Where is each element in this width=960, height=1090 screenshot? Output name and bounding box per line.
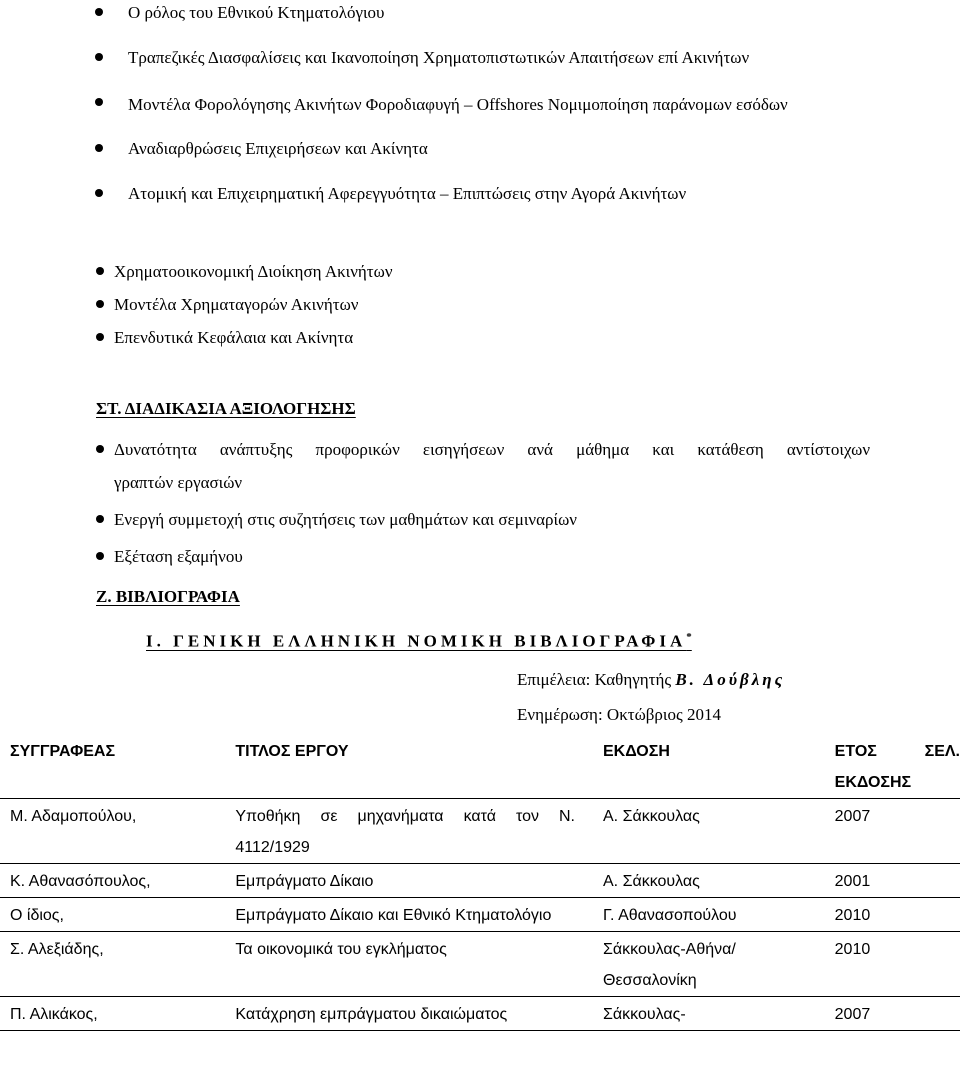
cell-year: 2007	[827, 997, 913, 1031]
assessment-item-line: γραπτών εργασιών	[114, 473, 243, 492]
assessment-item	[114, 433, 870, 499]
assessment-item-line: Δυνατότητα ανάπτυξης προφορικών εισηγήσεων ανά μάθημα και κατάθεση αντίστοιχων	[114, 440, 870, 459]
table-row	[0, 864, 960, 898]
cell-year: 2010	[827, 898, 913, 932]
topic-item: Αναδιαρθρώσεις Επιχειρήσεων και Ακίνητα	[128, 136, 918, 161]
editor-line	[517, 670, 785, 690]
editor-name: Β. Δούβλης	[675, 670, 786, 689]
cell-publisher: Γ. Αθανασοπούλου	[593, 898, 827, 932]
cell-publisher: Σάκκουλας-	[593, 997, 827, 1031]
topic-item: Μοντέλα Χρηματαγορών Ακινήτων	[114, 292, 904, 317]
topic-item: Χρηματοοικονομική Διοίκηση Ακινήτων	[114, 259, 904, 284]
footnote-mark: *	[686, 631, 692, 643]
cell-pages	[913, 898, 960, 932]
cell-publisher: Σάκκουλας-Αθήνα/Θεσσαλονίκη	[593, 932, 827, 997]
topics-list	[128, 0, 918, 226]
table-row	[0, 799, 960, 864]
assessment-item: Εξέταση εξαμήνου	[114, 540, 870, 573]
topic-item: Ατομική και Επιχειρηματική Αφερεγγυότητα – Επιπτώσεις στην Αγορά Ακινήτων	[128, 181, 918, 206]
col-year: ΕΤΟΣ ΕΚΔΟΣΗΣ	[827, 734, 913, 799]
topic-item: Επενδυτικά Κεφάλαια και Ακίνητα	[114, 325, 904, 350]
table-header-row	[0, 734, 960, 799]
col-pages: ΣΕΛ.	[913, 734, 960, 799]
bibliography-table	[0, 734, 960, 1031]
editor-label: Επιμέλεια: Καθηγητής	[517, 670, 672, 689]
cell-pages	[913, 864, 960, 898]
topic-item: Ο ρόλος του Εθνικού Κτηματολόγιου	[128, 0, 918, 25]
col-publisher: ΕΚΔΟΣΗ	[593, 734, 827, 799]
assessment-list	[114, 433, 870, 577]
cell-title: Υποθήκη σε μηχανήματα κατά τον Ν. 4112/1929	[223, 799, 593, 864]
cell-publisher: Α. Σάκκουλας	[593, 864, 827, 898]
cell-year: 2001	[827, 864, 913, 898]
table-row	[0, 932, 960, 997]
cell-year: 2010	[827, 932, 913, 997]
topics-list-b	[114, 259, 904, 358]
cell-title: Εμπράγματο Δίκαιο και Εθνικό Κτηματολόγιο	[223, 898, 593, 932]
assessment-item: Ενεργή συμμετοχή στις συζητήσεις των μαθημάτων και σεμιναρίων	[114, 503, 870, 536]
col-title: ΤΙΤΛΟΣ ΕΡΓΟΥ	[223, 734, 593, 799]
cell-title: Εμπράγματο Δίκαιο	[223, 864, 593, 898]
table-row	[0, 997, 960, 1031]
topic-item: Μοντέλα Φορολόγησης Ακινήτων Φοροδιαφυγή – Offshores Νομιμοποίηση παράνομων εσόδων	[128, 90, 918, 120]
cell-title: Τα οικονομικά του εγκλήματος	[223, 932, 593, 997]
cell-publisher: Α. Σάκκουλας	[593, 799, 827, 864]
bibliography-title: Ι. ΓΕΝΙΚΗ ΕΛΛΗΝΙΚΗ ΝΟΜΙΚΗ ΒΙΒΛΙΟΓΡΑΦΙΑ*	[146, 631, 692, 651]
assessment-heading: ΣΤ. ΔΙΑΔΙΚΑΣΙΑ ΑΞΙΟΛΟΓΗΣΗΣ	[96, 399, 356, 418]
cell-author: Ο ίδιος,	[0, 898, 223, 932]
cell-author: Κ. Αθανασόπουλος,	[0, 864, 223, 898]
cell-author: Μ. Αδαμοπούλου,	[0, 799, 223, 864]
col-author: ΣΥΓΓΡΑΦΕΑΣ	[0, 734, 223, 799]
cell-title: Κατάχρηση εμπράγματου δικαιώματος	[223, 997, 593, 1031]
topic-item: Τραπεζικές Διασφαλίσεις και Ικανοποίηση Χρηματοπιστωτικών Απαιτήσεων επί Ακινήτων	[128, 45, 918, 70]
cell-pages	[913, 997, 960, 1031]
table-row	[0, 898, 960, 932]
cell-author: Σ. Αλεξιάδης,	[0, 932, 223, 997]
cell-year: 2007	[827, 799, 913, 864]
cell-pages	[913, 932, 960, 997]
update-line: Ενημέρωση: Οκτώβριος 2014	[517, 705, 721, 724]
cell-author: Π. Αλικάκος,	[0, 997, 223, 1031]
cell-pages	[913, 799, 960, 864]
bibliography-heading: Ζ. ΒΙΒΛΙΟΓΡΑΦΙΑ	[96, 587, 240, 606]
